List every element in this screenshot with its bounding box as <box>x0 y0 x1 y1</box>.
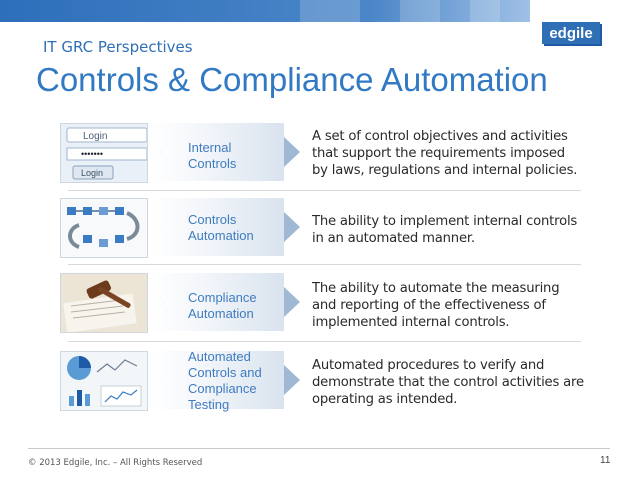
row-label-compliance-automation: Compliance Automation <box>188 290 257 321</box>
chevron-right-icon <box>284 212 300 242</box>
chevron-right-icon <box>284 137 300 167</box>
copyright-text: © 2013 Edgile, Inc. – All Rights Reserved <box>28 458 203 468</box>
row-divider <box>68 190 581 191</box>
chevron-right-icon <box>153 365 169 395</box>
row-label-internal-controls: Internal Controls <box>188 140 237 171</box>
login-screen-image <box>60 123 148 183</box>
process-flow-image <box>60 198 148 258</box>
chevron-right-icon <box>153 137 169 167</box>
row-description: The ability to implement internal controls in an automated manner. <box>312 214 578 246</box>
svg-text:•••••••: ••••••• <box>81 149 104 159</box>
chevron-right-icon <box>153 287 169 317</box>
page-subtitle: IT GRC Perspectives <box>43 38 193 56</box>
chevron-right-icon <box>284 365 300 395</box>
row-divider <box>68 341 581 342</box>
top-banner <box>0 0 530 22</box>
svg-text:Login: Login <box>83 131 108 142</box>
page-title: Controls & Compliance Automation <box>36 61 548 98</box>
edgile-logo <box>536 10 608 50</box>
footer-divider <box>28 448 610 449</box>
svg-text:Login: Login <box>81 168 104 178</box>
charts-report-image <box>60 351 148 411</box>
row-label-controls-automation: Controls Automation <box>188 212 254 243</box>
chevron-right-icon <box>284 287 300 317</box>
row-description: The ability to automate the measuring and reporting of the effectiveness of implemented internal controls. <box>312 281 560 330</box>
row-description: Automated procedures to verify and demonstrate that the control activities are operating as intended. <box>312 358 584 407</box>
gavel-image <box>60 273 148 333</box>
row-label-automated-testing: Automated Controls and Compliance Testing <box>188 349 262 412</box>
logo-text: edgile <box>549 25 593 42</box>
row-description: A set of control objectives and activities that support the requirements imposed by laws, regulations and internal policies. <box>312 129 578 178</box>
chevron-right-icon <box>153 212 169 242</box>
row-divider <box>68 264 581 265</box>
page-number: 11 <box>600 455 611 466</box>
